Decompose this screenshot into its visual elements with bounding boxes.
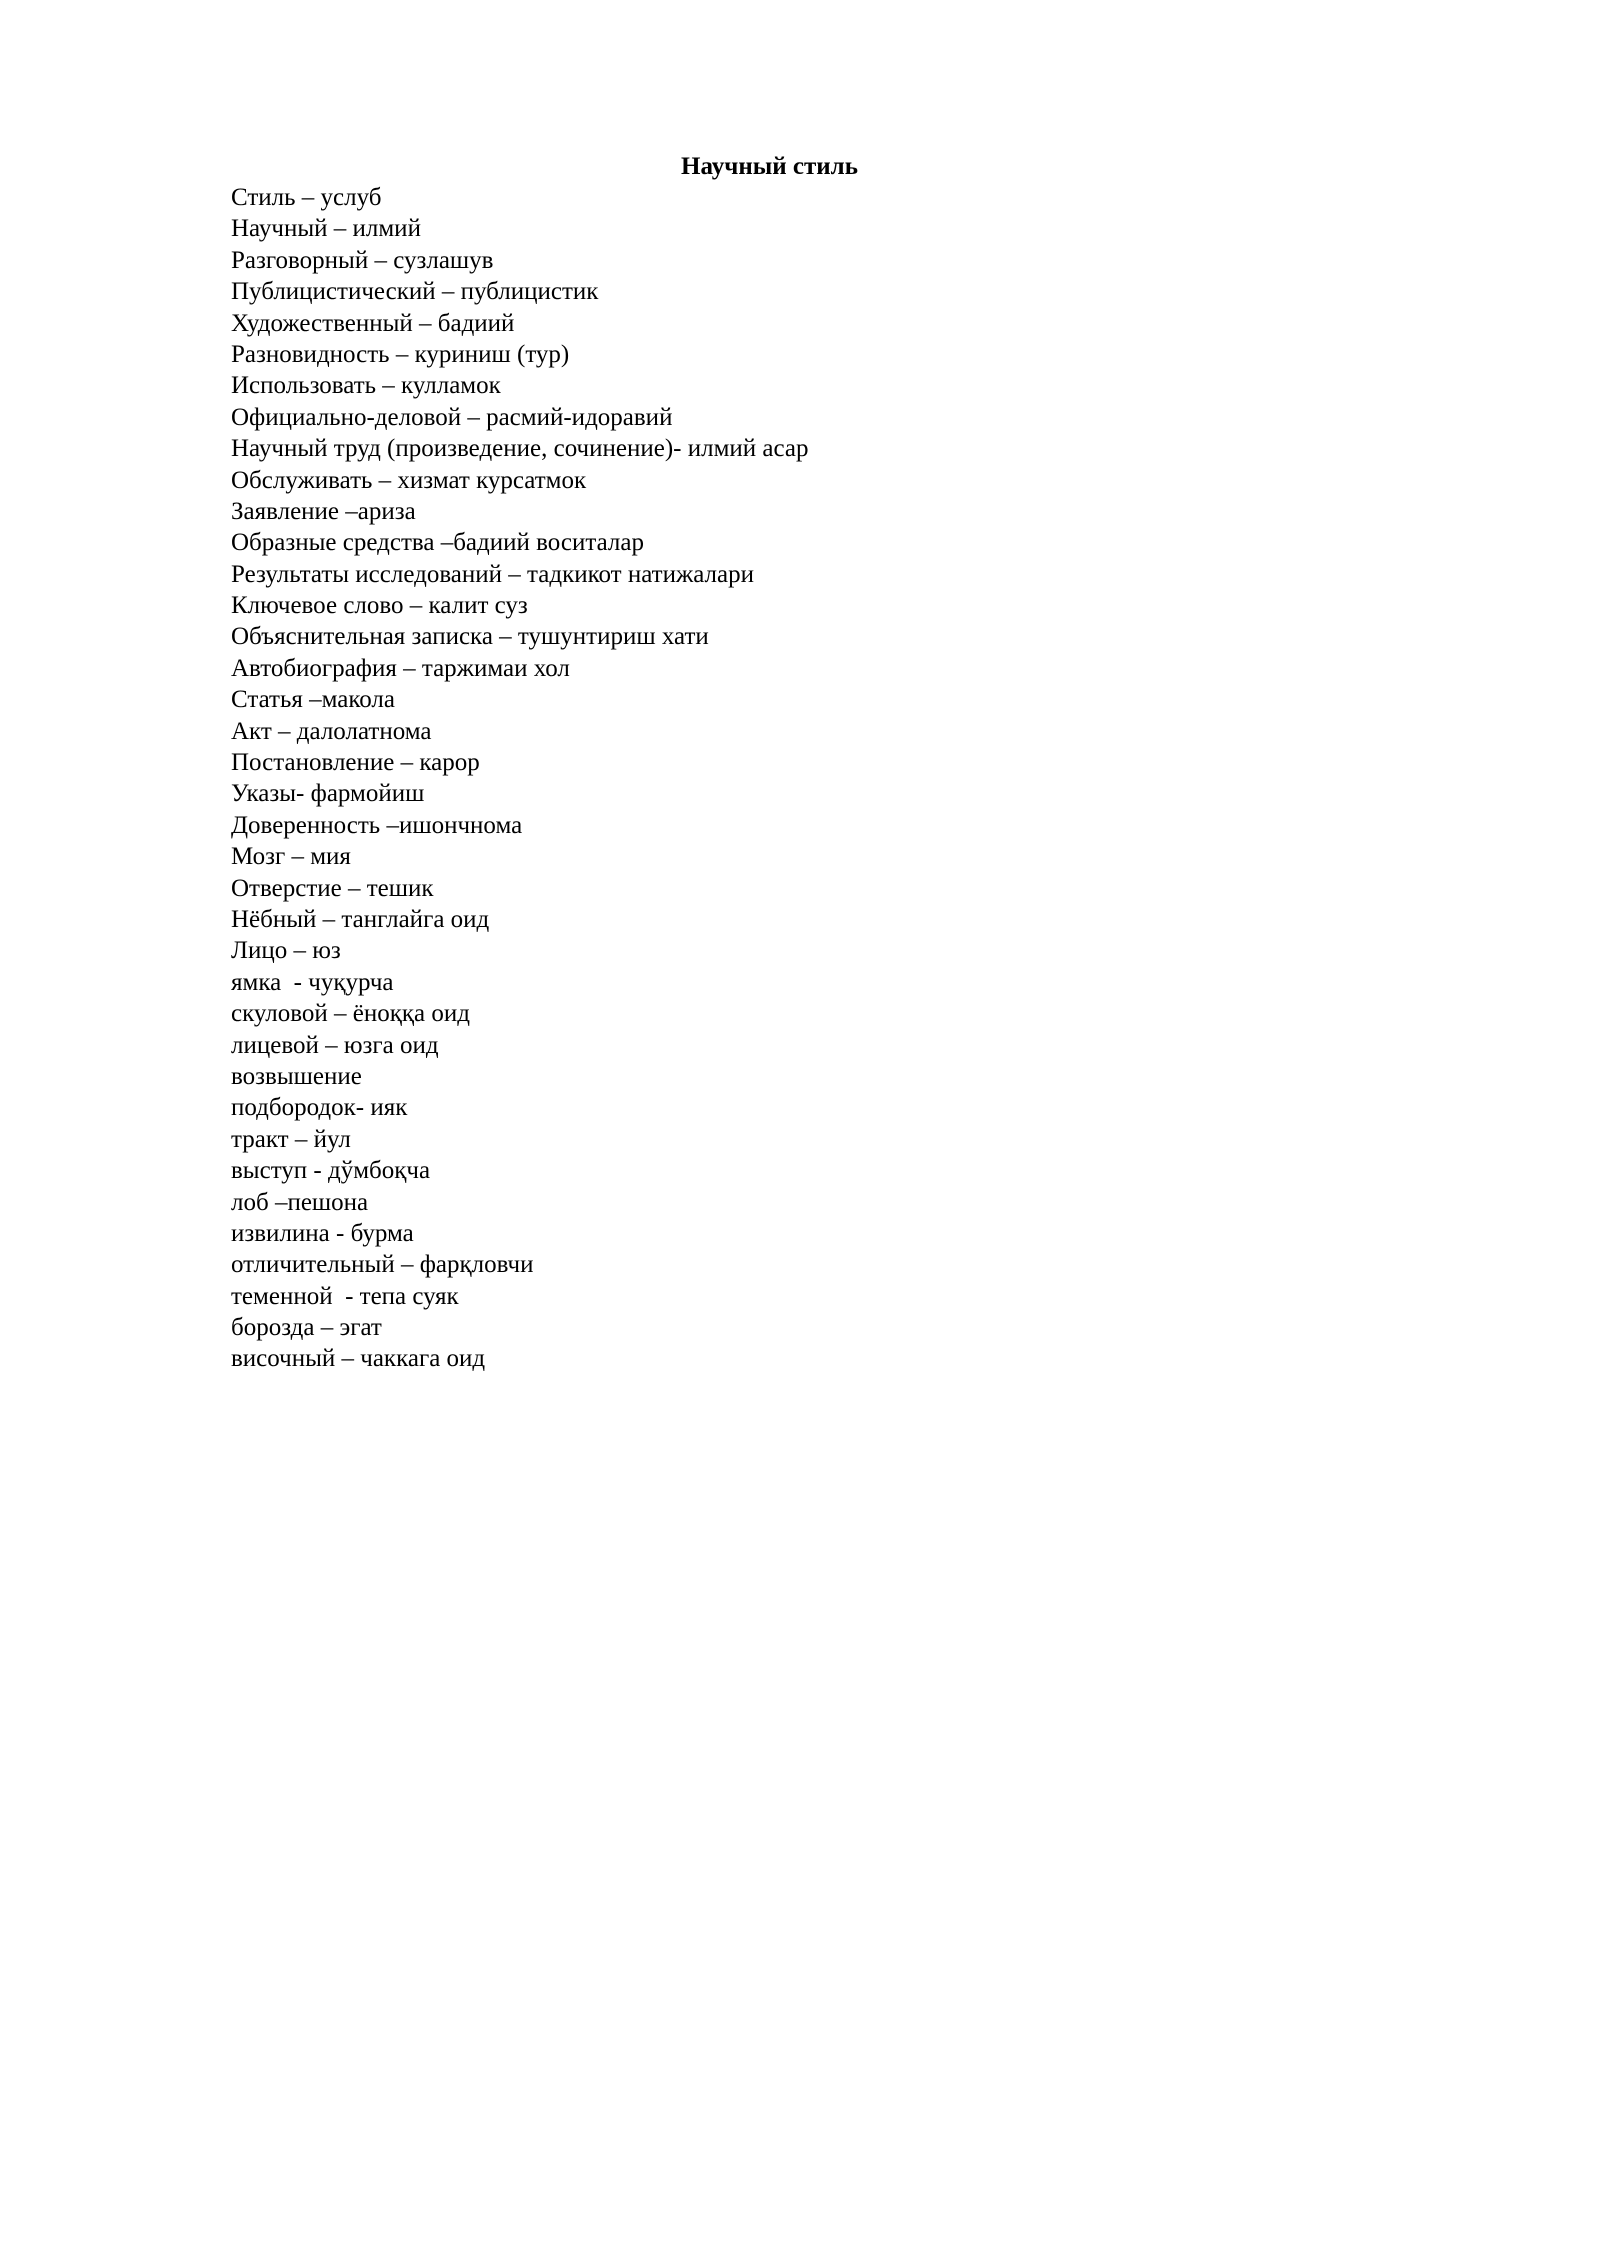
- glossary-entry: Объяснительная записка – тушунтириш хати: [231, 623, 709, 651]
- glossary-entry: ямка - чуқурча: [231, 968, 394, 996]
- glossary-entry: Использовать – кулламок: [231, 372, 501, 400]
- glossary-entry: лоб –пешона: [231, 1188, 369, 1216]
- glossary-entry: Образные средства –бадиий воситалар: [231, 529, 644, 557]
- glossary-entry: Доверенность –ишончнома: [231, 811, 523, 839]
- glossary-list: [231, 182, 809, 1375]
- glossary-entry: извилина - бурма: [231, 1219, 414, 1247]
- glossary-entry: Лицо – юз: [231, 937, 341, 965]
- glossary-entry: Результаты исследований – тадкикот натижалари: [231, 560, 755, 588]
- glossary-entry: Публицистический – публицистик: [231, 278, 599, 306]
- glossary-entry: Ключевое слово – калит суз: [231, 592, 528, 620]
- glossary-entry: Разговорный – сузлашув: [231, 246, 494, 274]
- glossary-entry: Разновидность – куриниш (тур): [231, 340, 570, 368]
- glossary-entry: Официально-деловой – расмий-идоравий: [231, 403, 673, 431]
- glossary-entry: Указы- фармойиш: [231, 780, 425, 808]
- glossary-entry: Нёбный – танглайга оид: [231, 905, 490, 933]
- glossary-entry: подбородок- ияк: [231, 1094, 408, 1122]
- glossary-entry: возвышение: [231, 1062, 362, 1090]
- glossary-entry: Постановление – карор: [231, 749, 480, 777]
- glossary-entry: Обслуживать – хизмат курсатмок: [231, 466, 587, 494]
- glossary-entry: Мозг – мия: [231, 843, 351, 871]
- glossary-entry: Научный труд (произведение, сочинение)- илмий асар: [231, 435, 809, 463]
- glossary-entry: Отверстие – тешик: [231, 874, 434, 902]
- glossary-entry: скуловой – ёноққа оид: [231, 1000, 470, 1028]
- glossary-entry: отличительный – фарқловчи: [231, 1251, 534, 1279]
- glossary-entry: Научный – илмий: [231, 215, 421, 243]
- glossary-entry: Автобиография – таржимаи хол: [231, 654, 570, 682]
- document-title: Научный стиль: [681, 153, 858, 180]
- glossary-entry: Заявление –ариза: [231, 497, 416, 525]
- glossary-entry: борозда – эгат: [231, 1314, 382, 1342]
- glossary-entry: Статья –макола: [231, 686, 395, 714]
- glossary-entry: лицевой – юзга оид: [231, 1031, 439, 1059]
- glossary-entry: Стиль – услуб: [231, 184, 382, 211]
- glossary-entry: Акт – далолатнома: [231, 717, 432, 745]
- glossary-entry: выступ - дўмбоқча: [231, 1157, 431, 1185]
- glossary-entry: височный – чаккага оид: [231, 1345, 486, 1373]
- glossary-entry: тракт – йул: [231, 1125, 351, 1153]
- glossary-entry: теменной - тепа суяк: [231, 1282, 459, 1310]
- glossary-entry: Художественный – бадиий: [231, 309, 515, 337]
